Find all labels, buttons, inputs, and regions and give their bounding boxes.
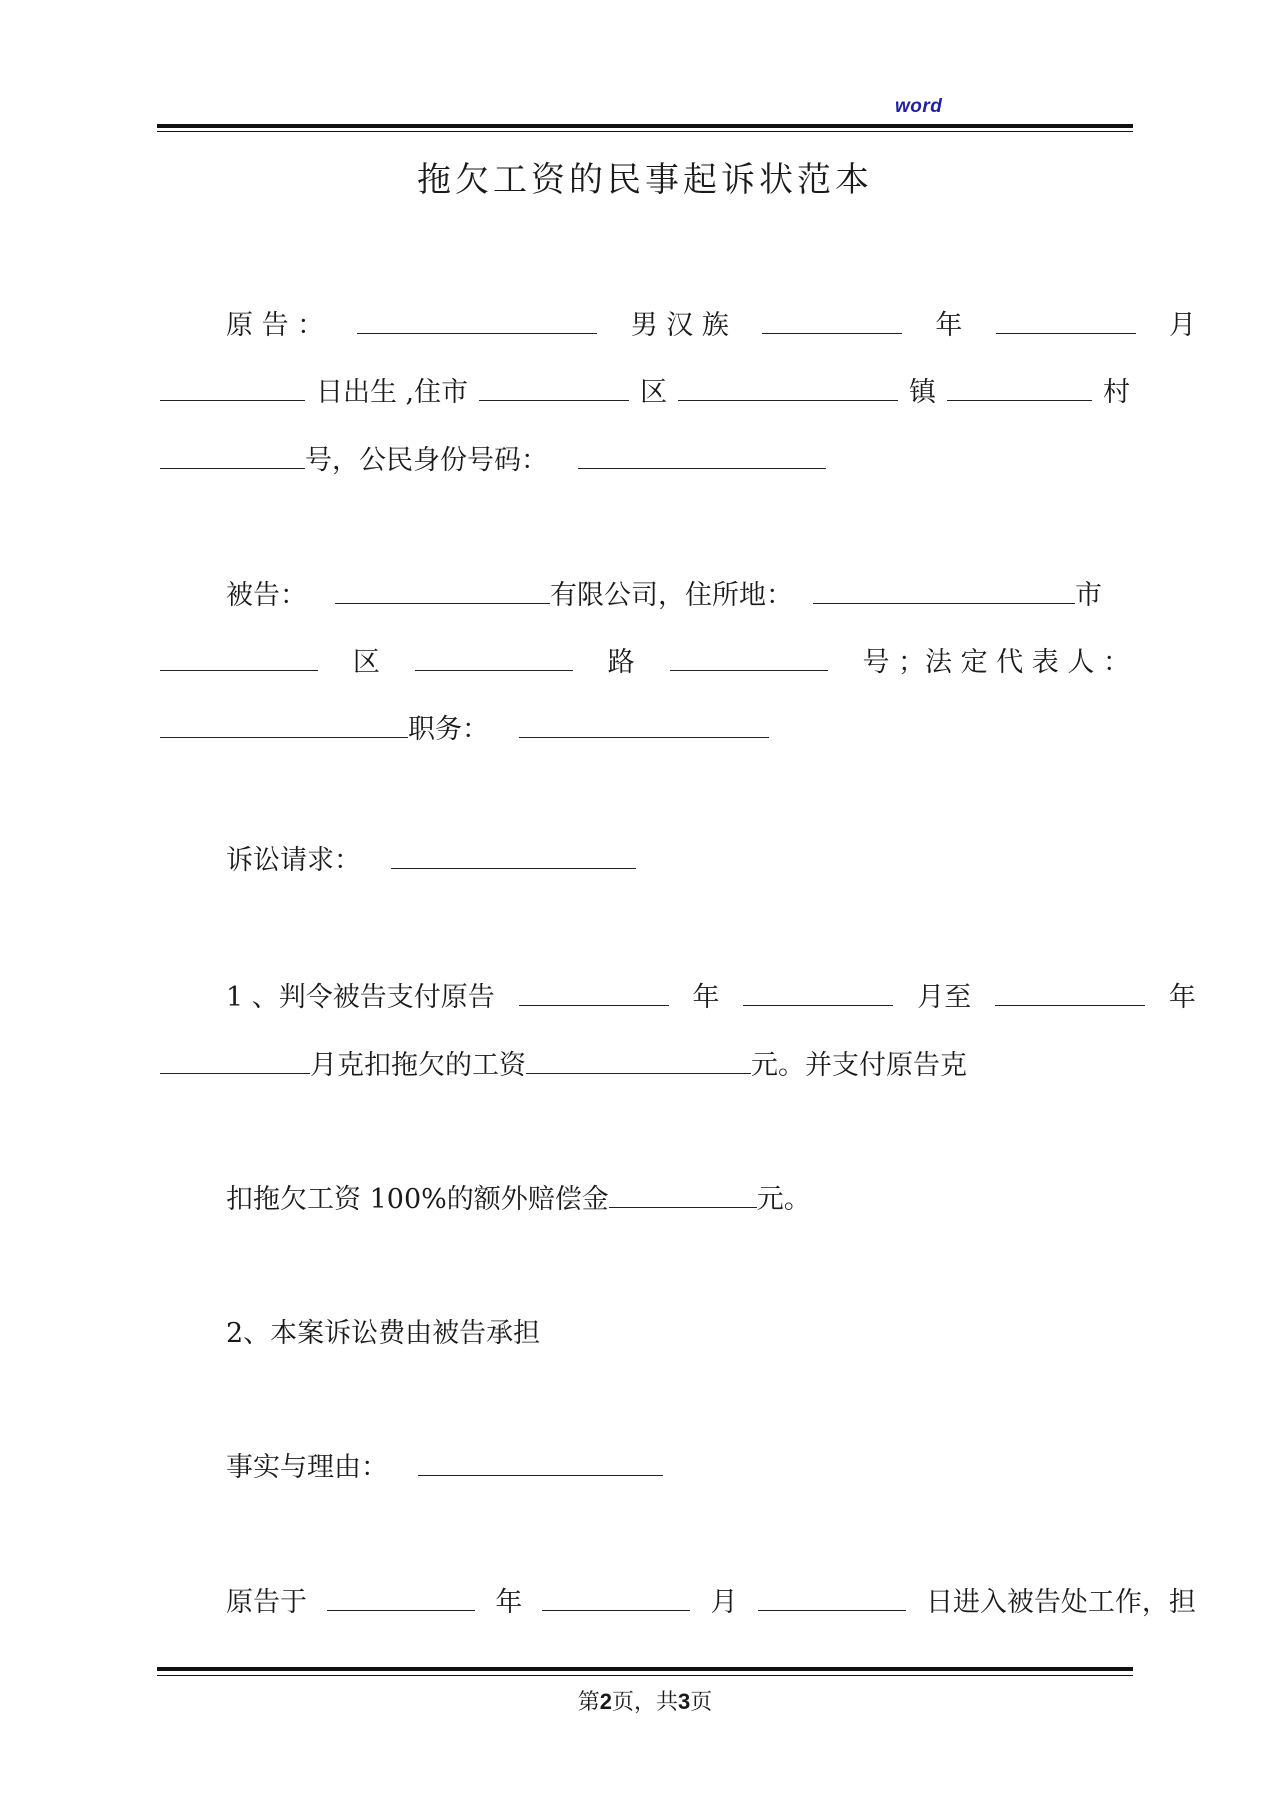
current-page: 2 xyxy=(599,1689,612,1714)
blank xyxy=(609,1183,757,1208)
defendant-line-2 xyxy=(160,645,1130,681)
footer-rule-thin xyxy=(157,1675,1133,1676)
birth-address-label: 日出生 ,住市 xyxy=(315,377,469,408)
month-label: 月 xyxy=(1168,310,1196,341)
blank xyxy=(160,646,318,671)
blank xyxy=(160,1049,310,1074)
claims-heading-line xyxy=(160,843,1196,879)
claim-1-yuan-text: 元。并支付原告克 xyxy=(751,1050,967,1081)
claim-1-line-2 xyxy=(160,1048,1130,1084)
blank xyxy=(357,309,597,334)
blank xyxy=(758,1586,906,1611)
legal-rep-label: 号 ；法 定 代 表 人 ： xyxy=(862,647,1130,678)
blank xyxy=(526,1049,751,1074)
blank xyxy=(160,376,305,401)
total-pages: 3 xyxy=(678,1689,691,1714)
claim-2-text: 2、本案诉讼费由被告承担 xyxy=(226,1318,541,1349)
month-label: 月 xyxy=(710,1587,738,1618)
blank xyxy=(995,981,1145,1006)
claim-1-compensation-text: 扣拖欠工资 100%的额外赔偿金 xyxy=(226,1184,609,1215)
plaintiff-line-3 xyxy=(160,443,1130,479)
blank xyxy=(519,981,669,1006)
header-rule-thin xyxy=(157,131,1133,132)
position-label: 职务： xyxy=(408,714,489,745)
year-label: 年 xyxy=(935,310,963,341)
plaintiff-label: 原 告 ： xyxy=(226,310,325,341)
city-label: 市 xyxy=(1075,580,1102,611)
blank xyxy=(542,1586,690,1611)
blank xyxy=(335,579,550,604)
blank xyxy=(762,309,902,334)
blank xyxy=(996,309,1136,334)
blank xyxy=(391,844,636,869)
facts-line-1 xyxy=(160,1585,1196,1621)
plaintiff-line-2 xyxy=(160,375,1130,411)
district-label: 区 xyxy=(640,377,668,408)
claim-1-line-3 xyxy=(160,1182,1196,1218)
header-watermark: word xyxy=(895,96,943,117)
year-label: 年 xyxy=(692,982,720,1013)
page-footer xyxy=(157,1685,1133,1716)
gender-ethnicity: 男 汉 族 xyxy=(630,310,729,341)
footer-rule-thick xyxy=(157,1667,1133,1671)
footer-pre: 第 xyxy=(577,1690,600,1715)
header-rule-thick xyxy=(157,124,1133,128)
village-label: 村 xyxy=(1102,377,1130,408)
footer-mid: 页，共 xyxy=(611,1690,678,1715)
claim-1-line-1 xyxy=(160,980,1196,1016)
company-address-label: 有限公司，住所地： xyxy=(550,580,793,611)
facts-heading-line xyxy=(160,1450,1196,1486)
blank xyxy=(813,579,1075,604)
facts-text-end: 日进入被告处工作，担 xyxy=(925,1587,1196,1618)
blank xyxy=(160,444,305,469)
blank xyxy=(578,444,826,469)
blank xyxy=(519,713,769,738)
blank xyxy=(743,981,893,1006)
claim-1-wage-text: 月克扣拖欠的工资 xyxy=(310,1050,526,1081)
blank xyxy=(160,713,408,738)
document-title: 拖欠工资的民事起诉状范本 xyxy=(417,160,873,200)
facts-heading: 事实与理由： xyxy=(226,1452,388,1483)
blank xyxy=(670,646,828,671)
defendant-line-3 xyxy=(160,712,1130,748)
defendant-line-1 xyxy=(160,578,1196,614)
month-to-label: 月至 xyxy=(917,982,972,1013)
id-number-label: 号，公民身份号码： xyxy=(305,445,548,476)
defendant-label: 被告： xyxy=(226,580,307,611)
blank xyxy=(947,376,1092,401)
claim-2-line xyxy=(160,1316,1196,1352)
yuan-label: 元。 xyxy=(756,1184,811,1215)
blank xyxy=(327,1586,475,1611)
claim-1-text: 1 、判令被告支付原告 xyxy=(226,982,495,1013)
town-label: 镇 xyxy=(909,377,937,408)
plaintiff-line-1 xyxy=(160,308,1196,344)
blank xyxy=(479,376,629,401)
road-label: 路 xyxy=(607,647,635,678)
blank xyxy=(415,646,573,671)
footer-post: 页 xyxy=(690,1690,713,1715)
blank xyxy=(418,1451,663,1476)
year-label: 年 xyxy=(495,1587,523,1618)
claims-heading: 诉讼请求： xyxy=(226,845,361,876)
blank xyxy=(678,376,898,401)
year-label: 年 xyxy=(1168,982,1196,1013)
facts-text-start: 原告于 xyxy=(226,1587,307,1618)
district-label: 区 xyxy=(352,647,380,678)
